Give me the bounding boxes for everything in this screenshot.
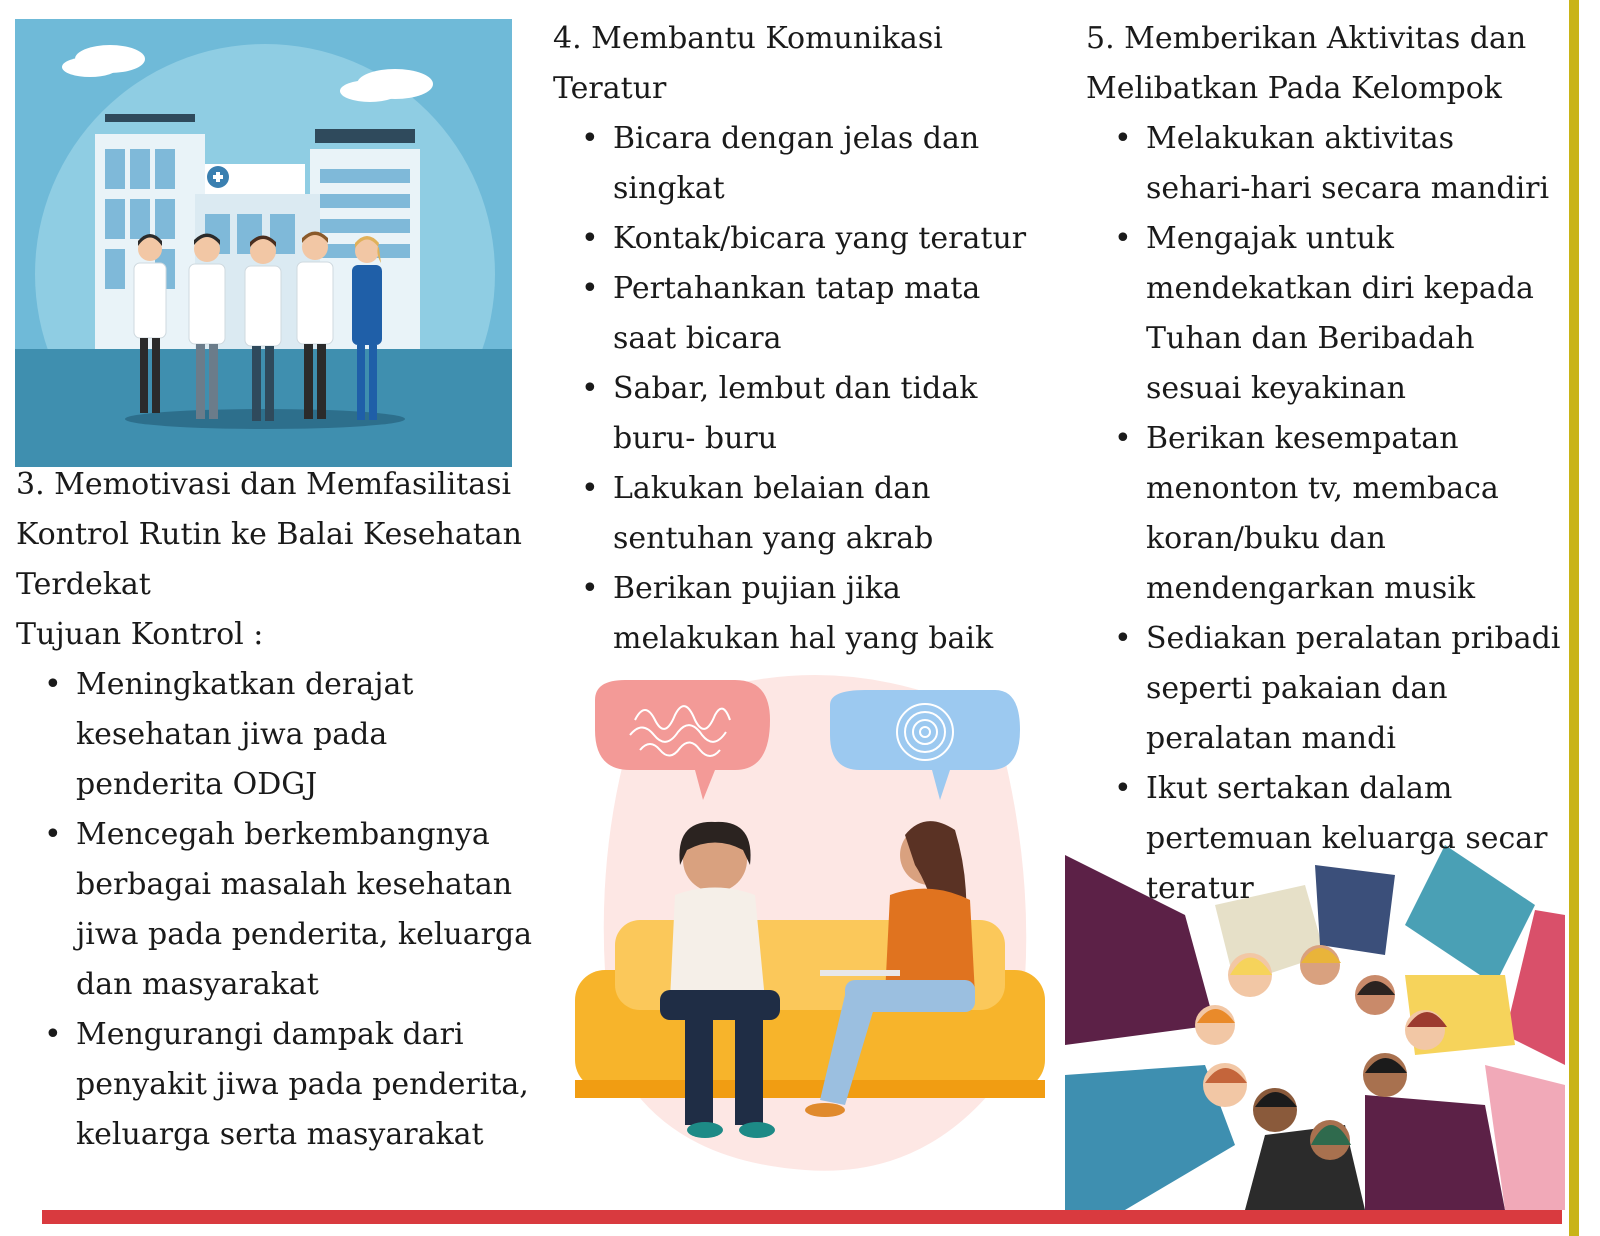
list-item: • Lakukan belaian dan sentuhan yang akrab [613,464,1033,564]
list-item: • Sediakan peralatan pribadi seperti pakaian dan peralatan mandi [1146,614,1566,764]
list-item: • Mengurangi dampak dari penyakit jiwa pada penderita, keluarga serta masyarakat [76,1010,536,1160]
side-accent-bar [1569,0,1579,1236]
list-item: • Meningkatkan derajat kesehatan jiwa pada penderita ODGJ [76,660,536,810]
list-item: • Kontak/bicara yang teratur [613,214,1033,264]
section-5-title: 5. Memberikan Aktivitas dan Melibatkan Pada Kelompok [1086,21,1527,106]
section-5-list [1086,114,1566,914]
list-item: • Mencegah berkembangnya berbagai masalah kesehatan jiwa pada penderita, keluarga dan masyarakat [76,810,536,1010]
list-item: • Mengajak untuk mendekatkan diri kepada Tuhan dan Beribadah sesuai keyakinan [1146,214,1566,414]
section-4-list [553,114,1033,664]
section-4-komunikasi [553,14,1053,664]
list-item: • Pertahankan tatap mata saat bicara [613,264,1033,364]
section-3-subtitle: Tujuan Kontrol : [16,617,264,652]
list-item: • Bicara dengan jelas dan singkat [613,114,1033,214]
list-item: • Berikan kesempatan menonton tv, membaca koran/buku dan mendengarkan musik [1146,414,1566,614]
list-item: • Ikut sertakan dalam pertemuan keluarga secar teratur [1146,764,1566,914]
section-5-aktivitas-kelompok [1086,14,1566,914]
bottom-accent-bar [42,1210,1562,1224]
list-item: • Sabar, lembut dan tidak buru- buru [613,364,1033,464]
list-item: • Berikan pujian jika melakukan hal yang baik [613,564,1033,664]
section-4-title: 4. Membantu Komunikasi Teratur [553,21,943,106]
section-3-list [16,660,536,1160]
counseling-conversation-illustration [575,660,1055,1190]
hospital-doctors-illustration [15,19,512,467]
section-3-motivasi-kontrol [16,460,536,1160]
section-3-title: 3. Memotivasi dan Memfasilitasi Kontrol Rutin ke Balai Kesehatan Terdekat [16,467,522,602]
list-item: • Melakukan aktivitas sehari-hari secara mandiri [1146,114,1566,214]
